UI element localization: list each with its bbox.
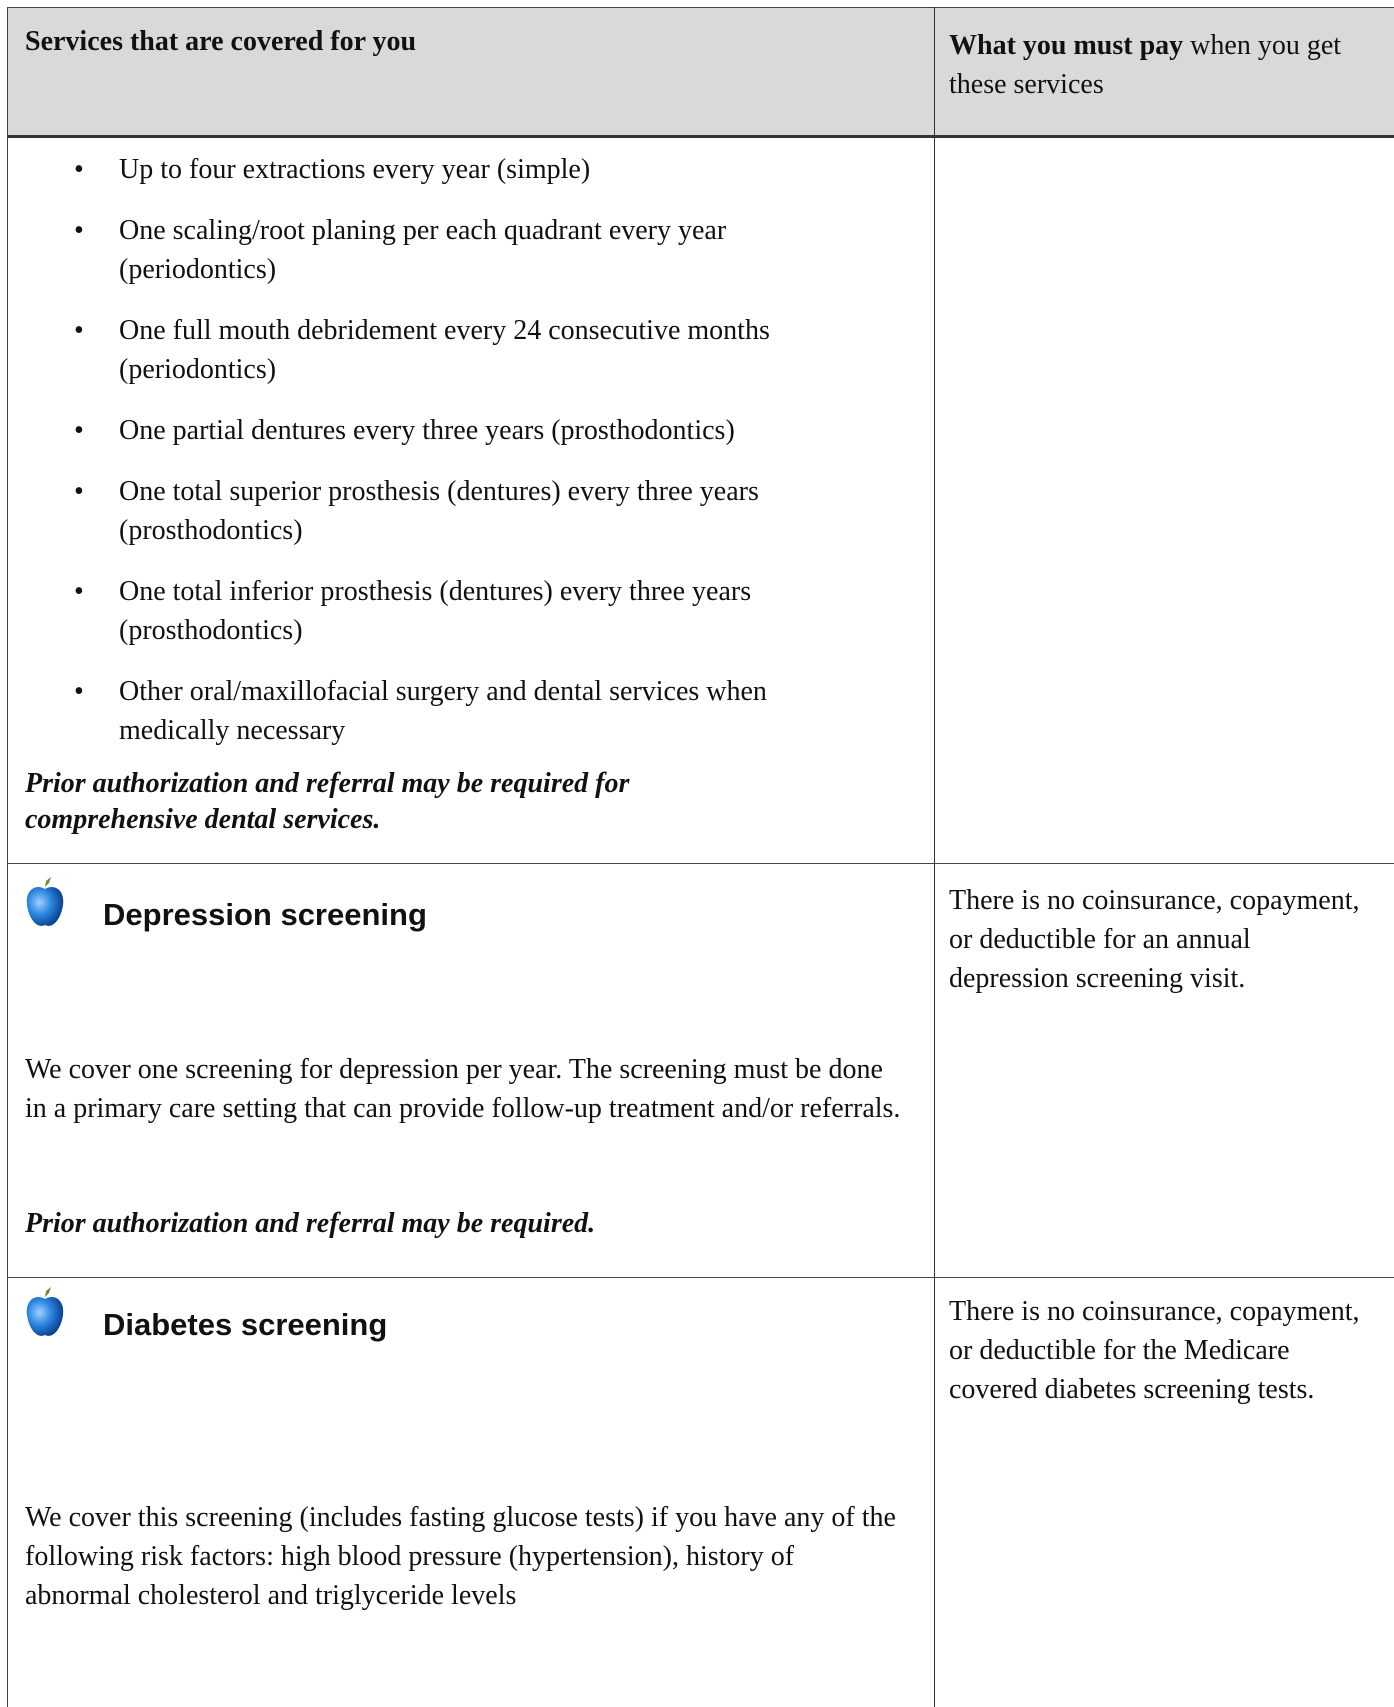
list-item (8, 150, 879, 189)
diabetes-screening-description: We cover this screening (includes fasting glucose tests) if you have any of the following risk factors: high blood pressure (hypertension), history of abnormal cholesterol and triglyceride levels (25, 1502, 896, 1611)
depression-prior-auth-note: Prior authorization and referral may be required. (25, 1208, 596, 1239)
bullet-icon: • (74, 315, 84, 346)
diabetes-screening-title: Diabetes screening (103, 1307, 388, 1342)
list-item-text: One total inferior prosthesis (dentures) every three years (prosthodontics) (119, 576, 752, 646)
header-what-you-pay (949, 26, 1369, 104)
apple-icon (25, 1287, 65, 1341)
table-header (8, 7, 1394, 138)
list-item (8, 672, 879, 750)
depression-screening-heading (25, 875, 427, 933)
bullet-icon: • (74, 676, 84, 707)
apple-icon (25, 877, 65, 931)
list-item (8, 572, 879, 650)
diabetes-screening-heading (25, 1285, 387, 1343)
list-item (8, 472, 879, 550)
list-item (8, 311, 879, 389)
list-item (8, 411, 879, 450)
row-divider (8, 1277, 1394, 1278)
header-what-you-pay-bold: What you must pay (949, 30, 1184, 61)
depression-cost-share: There is no coinsurance, copayment, or deductible for an annual depression screening visit. (949, 885, 1360, 994)
column-divider (934, 7, 935, 1707)
depression-screening-title: Depression screening (103, 897, 427, 932)
bullet-icon: • (74, 215, 84, 246)
benefits-table (7, 7, 1388, 1707)
bullet-icon: • (74, 154, 84, 185)
bullet-icon: • (74, 415, 84, 446)
list-item-text: Up to four extractions every year (simple) (119, 154, 591, 185)
diabetes-cost-share: There is no coinsurance, copayment, or deductible for the Medicare covered diabetes screening tests. (949, 1296, 1360, 1405)
header-what-you-pay-rest: when you get these services (949, 30, 1342, 100)
row-divider (8, 863, 1394, 864)
depression-screening-description: We cover one screening for depression per year. The screening must be done in a primary care setting that can provide follow-up treatment and/or referrals. (25, 1054, 901, 1124)
list-item-text: One scaling/root planing per each quadrant every year (periodontics) (119, 215, 727, 285)
bullet-icon: • (74, 576, 84, 607)
bullet-icon: • (74, 476, 84, 507)
dental-prior-auth-note: Prior authorization and referral may be required for comprehensive dental services. (25, 768, 630, 835)
dental-services-list (8, 150, 928, 772)
list-item-text: One partial dentures every three years (prosthodontics) (119, 415, 735, 446)
list-item-text: One total superior prosthesis (dentures) every three years (prosthodontics) (119, 476, 759, 546)
list-item-text: Other oral/maxillofacial surgery and dental services when medically necessary (119, 676, 767, 746)
list-item-text: One full mouth debridement every 24 consecutive months (periodontics) (119, 315, 770, 385)
header-services-covered: Services that are covered for you (25, 26, 417, 57)
list-item (8, 211, 879, 289)
